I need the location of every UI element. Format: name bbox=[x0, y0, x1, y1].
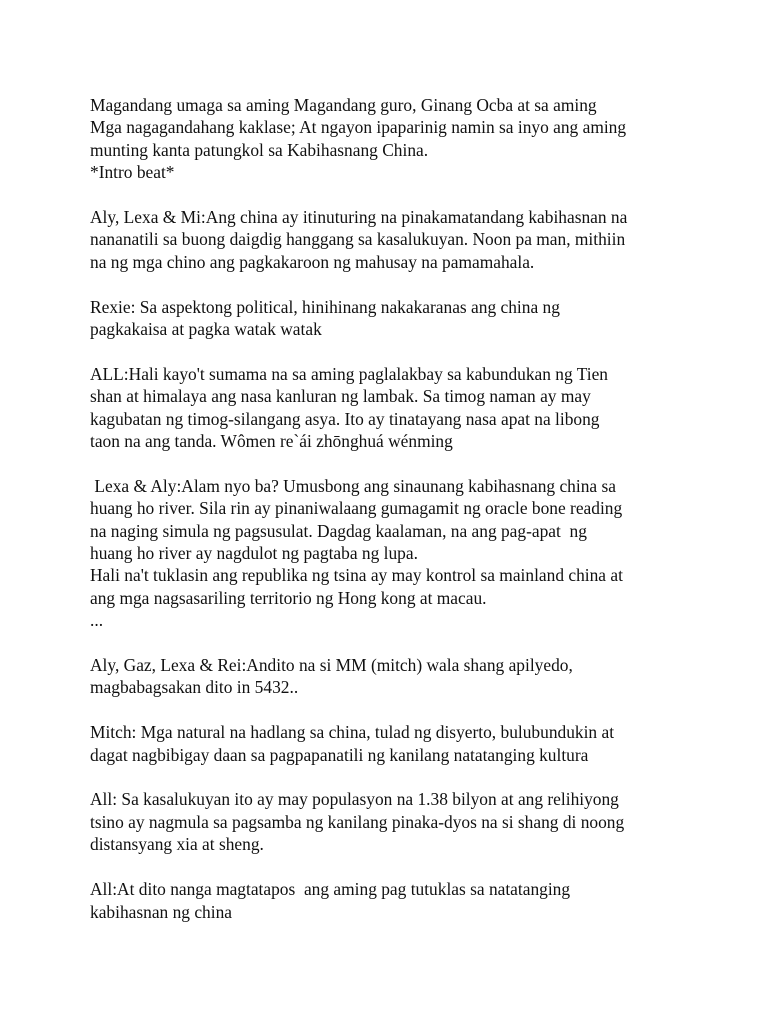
paragraph-rexie bbox=[90, 296, 680, 341]
paragraph-aly-gaz-lexa-rei bbox=[90, 654, 680, 699]
text-line: distansyang xia at sheng. bbox=[90, 834, 264, 855]
text-line: shan at himalaya ang nasa kanluran ng lambak. Sa timog naman ay may bbox=[90, 386, 591, 407]
text-line: Aly, Lexa & Mi:Ang china ay itinuturing na pinakamatandang kabihasnan na bbox=[90, 207, 628, 228]
paragraph-aly-lexa-mi bbox=[90, 206, 680, 273]
text-line: kabihasnan ng china bbox=[90, 901, 232, 922]
paragraph-all-closing bbox=[90, 878, 680, 923]
text-line: munting kanta patungkol sa Kabihasnang China. bbox=[90, 139, 429, 160]
paragraph-lexa-aly bbox=[90, 475, 680, 632]
paragraph-greeting bbox=[90, 94, 680, 184]
document-body bbox=[90, 94, 680, 945]
text-line: taon na ang tanda. Wômen re`ái zhōnghuá wénming bbox=[90, 431, 453, 452]
text-line: dagat nagbibigay daan sa pagpapanatili ng kanilang natatanging kultura bbox=[90, 744, 589, 765]
text-line: ... bbox=[90, 610, 104, 631]
text-line: pagkakaisa at pagka watak watak bbox=[90, 319, 322, 340]
text-line: Mga nagagandahang kaklase; At ngayon ipaparinig namin sa inyo ang aming bbox=[90, 117, 627, 138]
text-line: tsino ay nagmula sa pagsamba ng kanilang pinaka-dyos na si shang di noong bbox=[90, 811, 625, 832]
text-line: *Intro beat* bbox=[90, 162, 175, 183]
text-line: na ng mga chino ang pagkakaroon ng mahusay na pamamahala. bbox=[90, 251, 535, 272]
text-line: Lexa & Aly:Alam nyo ba? Umusbong ang sinaunang kabihasnang china sa bbox=[90, 475, 616, 496]
text-line: ang mga nagsasariling territorio ng Hong kong at macau. bbox=[90, 587, 487, 608]
text-line: nananatili sa buong daigdig hanggang sa kasalukuyan. Noon pa man, mithiin bbox=[90, 229, 626, 250]
text-line: Aly, Gaz, Lexa & Rei:Andito na si MM (mitch) wala shang apilyedo, bbox=[90, 655, 573, 676]
text-line: magbabagsakan dito in 5432.. bbox=[90, 677, 299, 698]
text-line: Rexie: Sa aspektong political, hinihinang nakakaranas ang china ng bbox=[90, 296, 560, 317]
text-line: ALL:Hali kayo't sumama na sa aming paglalakbay sa kabundukan ng Tien bbox=[90, 363, 608, 384]
text-line: Hali na't tuklasin ang republika ng tsina ay may kontrol sa mainland china at bbox=[90, 565, 623, 586]
text-line: All:At dito nanga magtatapos ang aming pag tutuklas sa natatanging bbox=[90, 879, 571, 900]
text-line: Magandang umaga sa aming Magandang guro, Ginang Ocba at sa aming bbox=[90, 95, 597, 115]
paragraph-all-population bbox=[90, 788, 680, 855]
paragraph-mitch bbox=[90, 721, 680, 766]
text-line: All: Sa kasalukuyan ito ay may populasyon na 1.38 bilyon at ang relihiyong bbox=[90, 789, 619, 810]
text-line: huang ho river. Sila rin ay pinaniwalaang gumagamit ng oracle bone reading bbox=[90, 498, 623, 519]
text-line: na naging simula ng pagsusulat. Dagdag kaalaman, na ang pag-apat ng bbox=[90, 520, 587, 541]
text-line: kagubatan ng timog-silangang asya. Ito ay tinatayang nasa apat na libong bbox=[90, 408, 600, 429]
text-line: huang ho river ay nagdulot ng pagtaba ng lupa. bbox=[90, 543, 418, 564]
text-line: Mitch: Mga natural na hadlang sa china, tulad ng disyerto, bulubundukin at bbox=[90, 722, 615, 743]
paragraph-all-tien-shan bbox=[90, 363, 680, 453]
